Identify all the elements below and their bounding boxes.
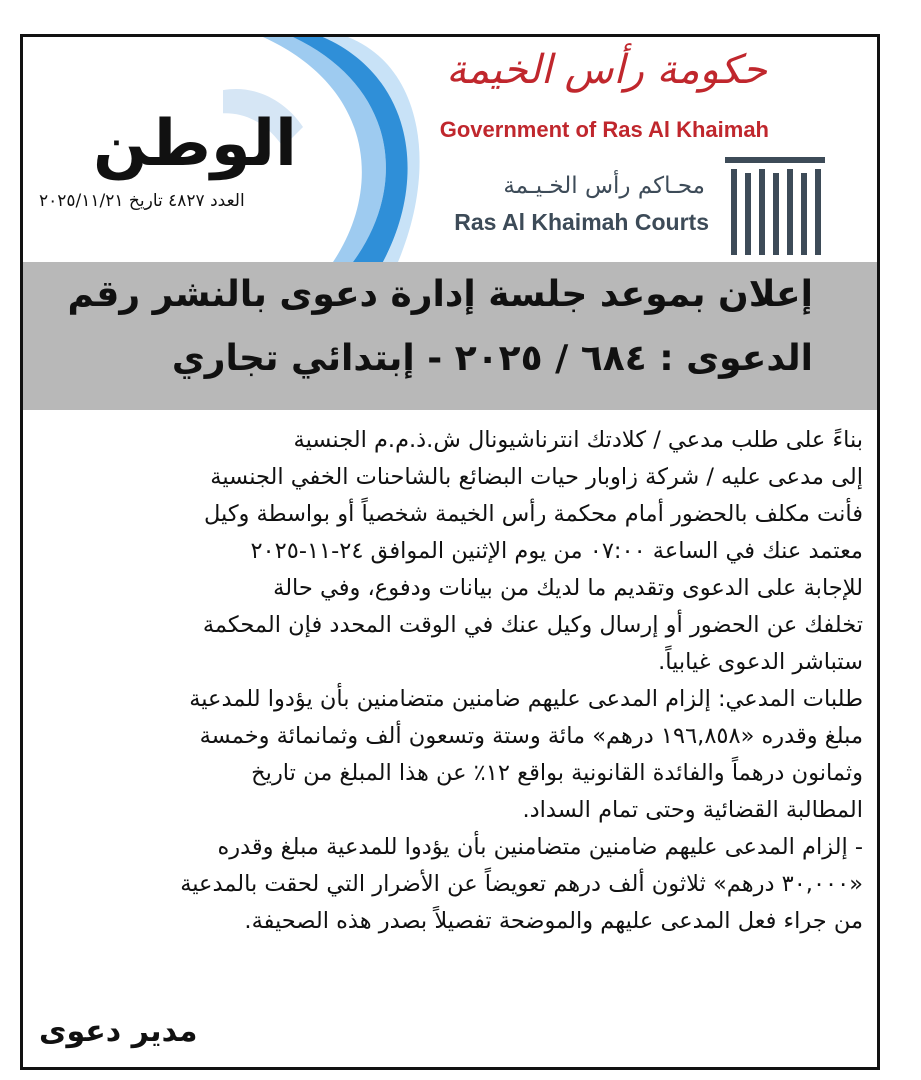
body-line: ستباشر الدعوى غيابياً. <box>658 649 863 675</box>
government-name-english: Government of Ras Al Khaimah <box>439 117 769 142</box>
courts-name-english: Ras Al Khaimah Courts <box>454 209 709 235</box>
body-line: للإجابة على الدعوى وتقديم ما لديك من بيانات ودفوع، وفي حالة <box>273 575 863 601</box>
courts-name-arabic: محـاكم رأس الخـيـمة <box>503 173 705 199</box>
issue-date-line: العدد ٤٨٢٧ تاريخ ٢٠٢٥/١١/٢١ <box>39 191 245 211</box>
body-line: من جراء فعل المدعى عليهم والموضحة تفصيلاً بصدر هذه الصحيفة. <box>244 908 863 934</box>
notice-header <box>23 37 877 262</box>
body-line: فأنت مكلف بالحضور أمام محكمة رأس الخيمة شخصياً أو بواسطة وكيل <box>203 501 863 527</box>
notice-body <box>37 422 863 940</box>
body-line: بناءً على طلب مدعي / كلادتك انترناشيونال ش.ذ.م.م الجنسية <box>293 427 863 453</box>
government-name-arabic: حكومة رأس الخيمة <box>446 47 767 93</box>
body-line: معتمد عنك في الساعة ٠٧:٠٠ من يوم الإثنين الموافق ٢٤-١١-٢٠٢٥ <box>250 538 863 564</box>
body-line: إلى مدعى عليه / شركة زاوبار حيات البضائع بالشاحنات الخفي الجنسية <box>210 464 863 490</box>
notice-title-line-2: الدعوى : ٦٨٤ / ٢٠٢٥ - إبتدائي تجاري <box>171 338 813 379</box>
courts-pillars-icon <box>725 157 825 255</box>
newspaper-name: الوطن <box>93 107 297 181</box>
body-line: وثمانون درهماً والفائدة القانونية بواقع ١٢٪ عن هذا المبلغ من تاريخ <box>251 760 863 786</box>
notice-title-line-1: إعلان بموعد جلسة إدارة دعوى بالنشر رقم <box>67 274 813 315</box>
body-line: المطالبة القضائية وحتى تمام السداد. <box>522 797 863 823</box>
case-manager-signature: مدير دعوى <box>39 1014 198 1049</box>
notice-title-band <box>23 262 877 410</box>
body-line: طلبات المدعي: إلزام المدعى عليهم ضامنين متضامنين بأن يؤدوا للمدعية <box>189 686 863 712</box>
body-line: «٣٠,٠٠٠ درهم» ثلاثون ألف درهم تعويضاً عن الأضرار التي لحقت بالمدعية <box>180 871 863 897</box>
body-line: تخلفك عن الحضور أو إرسال وكيل عنك في الوقت المحدد فإن المحكمة <box>202 612 863 638</box>
body-line: مبلغ وقدره «١٩٦,٨٥٨ درهم» مائة وستة وتسعون ألف وثمانمائة وخمسة <box>199 723 863 749</box>
notice-frame <box>20 34 880 1070</box>
body-line: - إلزام المدعى عليهم ضامنين متضامنين بأن يؤدوا للمدعية مبلغ وقدره <box>217 834 863 860</box>
